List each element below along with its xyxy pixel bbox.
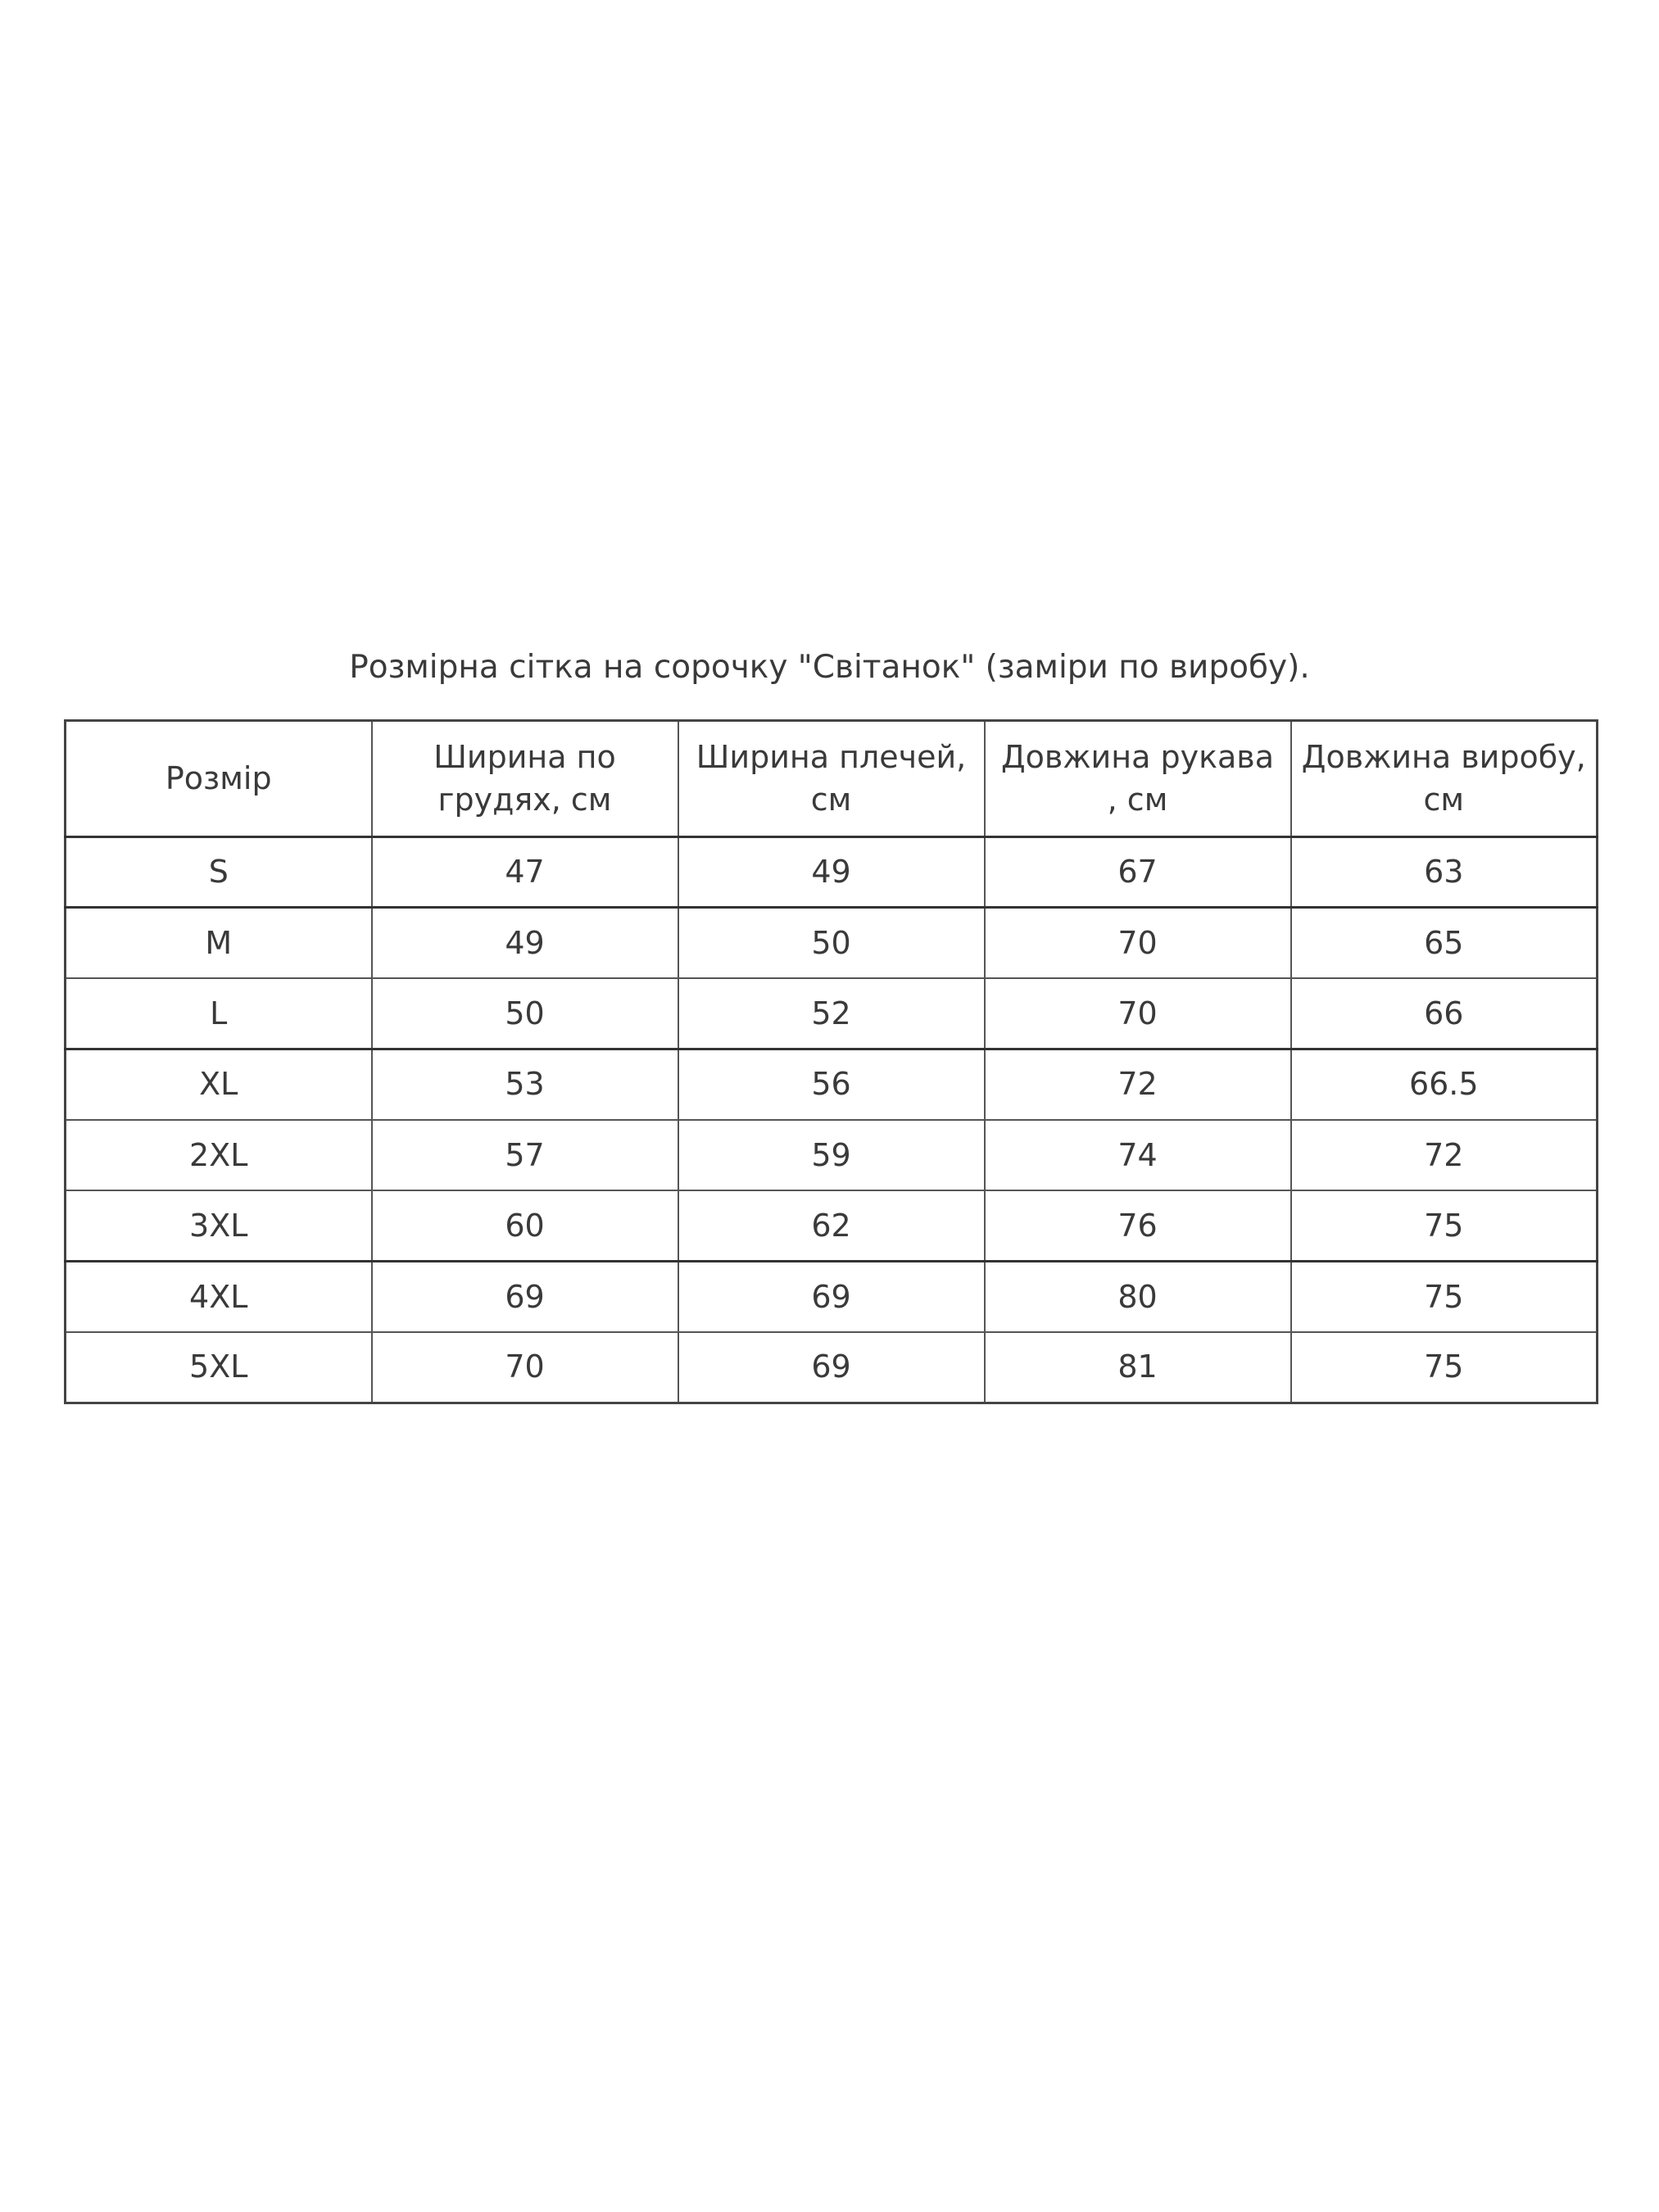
- size-chart-title: Розмірна сітка на сорочку "Світанок" (заміри по виробу).: [349, 649, 1310, 686]
- size-cell: 4XL: [66, 1262, 372, 1332]
- size-cell: 5XL: [66, 1332, 372, 1403]
- table-row: [66, 1262, 1598, 1332]
- table-cell: 81: [985, 1332, 1291, 1403]
- table-cell: 75: [1291, 1262, 1598, 1332]
- size-cell: XL: [66, 1049, 372, 1120]
- header-sleeve-length: Довжина рукава , см: [985, 721, 1291, 837]
- table-cell: 80: [985, 1262, 1291, 1332]
- table-cell: 47: [372, 837, 678, 908]
- size-cell: L: [66, 978, 372, 1049]
- table-cell: 67: [985, 837, 1291, 908]
- size-table: [64, 719, 1598, 1404]
- size-cell: 3XL: [66, 1190, 372, 1261]
- size-cell: S: [66, 837, 372, 908]
- table-row: [66, 1190, 1598, 1261]
- table-cell: 75: [1291, 1190, 1598, 1261]
- table-cell: 69: [678, 1332, 985, 1403]
- table-cell: 50: [372, 978, 678, 1049]
- table-header-row: [66, 721, 1598, 837]
- table-row: [66, 1049, 1598, 1120]
- table-row: [66, 1120, 1598, 1190]
- table-cell: 72: [1291, 1120, 1598, 1190]
- header-chest-width: Ширина по грудях, см: [372, 721, 678, 837]
- header-garment-length: Довжина виробу, см: [1291, 721, 1598, 837]
- header-shoulder-width: Ширина плечей, см: [678, 721, 985, 837]
- table-cell: 59: [678, 1120, 985, 1190]
- header-size: Розмір: [66, 721, 372, 837]
- table-cell: 49: [678, 837, 985, 908]
- table-cell: 49: [372, 908, 678, 978]
- size-cell: M: [66, 908, 372, 978]
- table-cell: 57: [372, 1120, 678, 1190]
- table-cell: 53: [372, 1049, 678, 1120]
- table-row: [66, 837, 1598, 908]
- table-cell: 76: [985, 1190, 1291, 1261]
- table-row: [66, 978, 1598, 1049]
- size-cell: 2XL: [66, 1120, 372, 1190]
- table-cell: 70: [985, 978, 1291, 1049]
- table-cell: 74: [985, 1120, 1291, 1190]
- table-cell: 65: [1291, 908, 1598, 978]
- table-cell: 66: [1291, 978, 1598, 1049]
- table-cell: 52: [678, 978, 985, 1049]
- table-row: [66, 908, 1598, 978]
- table-cell: 70: [372, 1332, 678, 1403]
- table-cell: 70: [985, 908, 1291, 978]
- table-cell: 69: [678, 1262, 985, 1332]
- table-cell: 69: [372, 1262, 678, 1332]
- table-cell: 62: [678, 1190, 985, 1261]
- table-cell: 66.5: [1291, 1049, 1598, 1120]
- table-cell: 75: [1291, 1332, 1598, 1403]
- table-cell: 56: [678, 1049, 985, 1120]
- table-cell: 50: [678, 908, 985, 978]
- table-cell: 60: [372, 1190, 678, 1261]
- table-cell: 72: [985, 1049, 1291, 1120]
- table-cell: 63: [1291, 837, 1598, 908]
- table-row: [66, 1332, 1598, 1403]
